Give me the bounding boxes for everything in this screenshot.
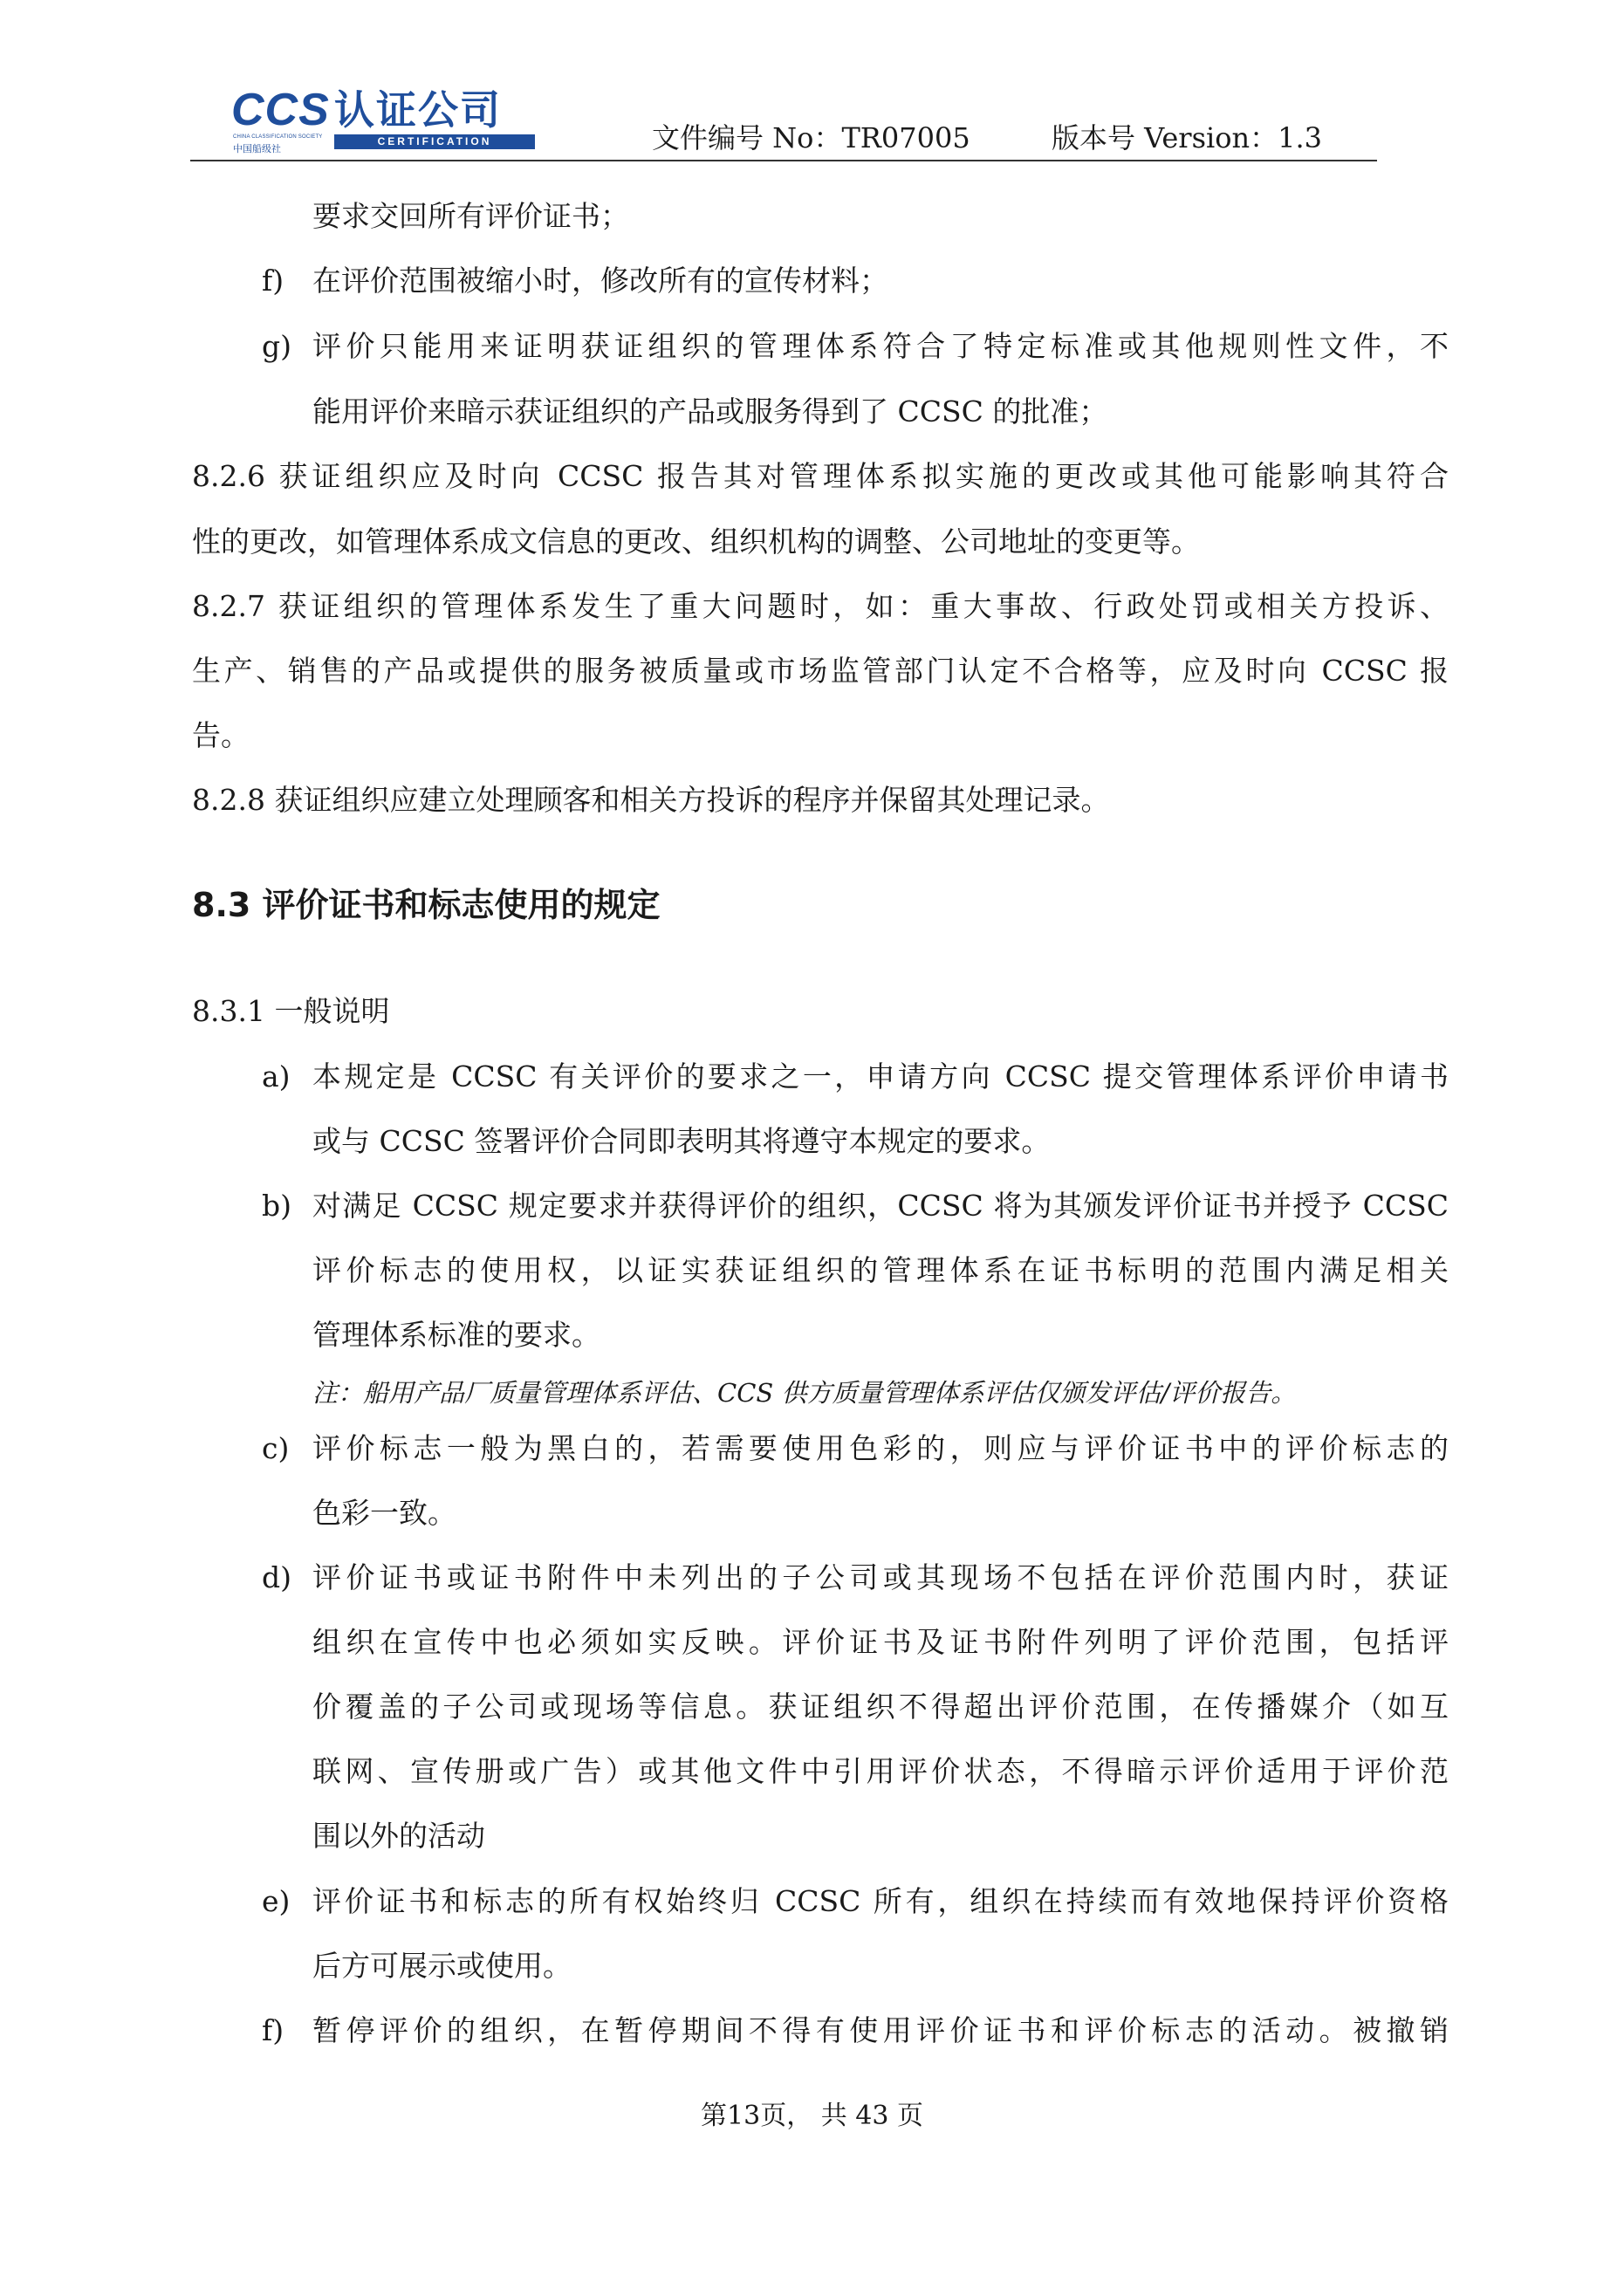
list-item-line: 色彩一致。 (312, 1496, 456, 1530)
ccs-logo (231, 84, 537, 154)
list-item-line: 后方可展示或使用。 (312, 1949, 572, 1983)
logo-company-name: 认证公司 (334, 86, 502, 134)
list-item-label: b) (262, 1189, 291, 1223)
list-item-label: f) (262, 2013, 284, 2047)
list-item-line: 围以外的活动 (312, 1819, 485, 1853)
subheading: 8.3.1 一般说明 (192, 994, 390, 1028)
list-item-line: 暂停评价的组织，在暂停期间不得有使用评价证书和评价标志的活动。被撤销 (312, 2013, 1449, 2047)
document-number: 文件编号 No：TR07005 (652, 121, 970, 154)
list-item-line: 管理体系标准的要求。 (312, 1318, 600, 1352)
clause-8-2-7-line: 生产、销售的产品或提供的服务被质量或市场监管部门认定不合格等，应及时向 CCSC 报 (192, 654, 1449, 688)
section-heading: 8.3 评价证书和标志使用的规定 (192, 886, 661, 924)
header-divider (190, 160, 1377, 161)
list-item-label: d) (262, 1560, 291, 1594)
clause-8-2-6-line: 8.2.6 获证组织应及时向 CCSC 报告其对管理体系拟实施的更改或其他可能影响其符合 (192, 459, 1449, 493)
list-item-line: 对满足 CCSC 规定要求并获得评价的组织，CCSC 将为其颁发评价证书并授予 CCSC (312, 1189, 1449, 1223)
list-item-line: 联网、宣传册或广告）或其他文件中引用评价状态，不得暗示评价适用于评价范 (312, 1754, 1449, 1788)
list-item-line: 在评价范围被缩小时，修改所有的宣传材料； (312, 264, 888, 298)
list-item-label: c) (262, 1431, 290, 1465)
list-item-label: f) (262, 264, 284, 298)
logo-certification-bar: CERTIFICATION (334, 134, 535, 149)
clause-8-2-8-line: 8.2.8 获证组织应建立处理顾客和相关方投诉的程序并保留其处理记录。 (192, 783, 1110, 817)
list-item-line: 本规定是 CCSC 有关评价的要求之一，申请方向 CCSC 提交管理体系评价申请书 (312, 1059, 1449, 1093)
list-item-line: 评价标志的使用权，以证实获证组织的管理体系在证书标明的范围内满足相关 (312, 1253, 1449, 1287)
list-item-line: 或与 CCSC 签署评价合同即表明其将遵守本规定的要求。 (312, 1124, 1051, 1158)
continuation-line: 要求交回所有评价证书； (312, 199, 629, 233)
page-number: 第13页， 共 43 页 (701, 2101, 923, 2131)
list-item-line: 评价证书和标志的所有权始终归 CCSC 所有，组织在持续而有效地保持评价资格 (312, 1884, 1449, 1918)
logo-society-cn: 中国船级社 (233, 143, 281, 154)
list-item-label: e) (262, 1884, 291, 1918)
note: 注：船用产品厂质量管理体系评估、CCS 供方质量管理体系评估仅颁发评估/评价报告。 (312, 1378, 1297, 1408)
clause-8-2-6-line: 性的更改，如管理体系成文信息的更改、组织机构的调整、公司地址的变更等。 (192, 524, 1200, 559)
logo-society-en: CHINA CLASSIFICATION SOCIETY (233, 134, 323, 140)
version-number: 版本号 Version：1.3 (1052, 121, 1323, 154)
list-item-line: 评价标志一般为黑白的，若需要使用色彩的，则应与评价证书中的评价标志的 (312, 1431, 1449, 1465)
list-item-label: g) (262, 329, 291, 363)
clause-8-2-7-line: 8.2.7 获证组织的管理体系发生了重大问题时，如：重大事故、行政处罚或相关方投诉、 (192, 589, 1449, 623)
logo-ccs-text: CCS (231, 85, 330, 135)
list-item-line: 评价证书或证书附件中未列出的子公司或其现场不包括在评价范围内时，获证 (312, 1560, 1449, 1594)
list-item-line: 组织在宣传中也必须如实反映。评价证书及证书附件列明了评价范围，包括评 (312, 1625, 1449, 1659)
list-item-line: 能用评价来暗示获证组织的产品或服务得到了 CCSC 的批准； (312, 394, 1108, 428)
clause-8-2-7-line: 告。 (192, 718, 250, 752)
list-item-line: 评价只能用来证明获证组织的管理体系符合了特定标准或其他规则性文件，不 (312, 329, 1449, 363)
list-item-label: a) (262, 1059, 291, 1093)
list-item-line: 价覆盖的子公司或现场等信息。获证组织不得超出评价范围，在传播媒介（如互 (312, 1690, 1449, 1724)
